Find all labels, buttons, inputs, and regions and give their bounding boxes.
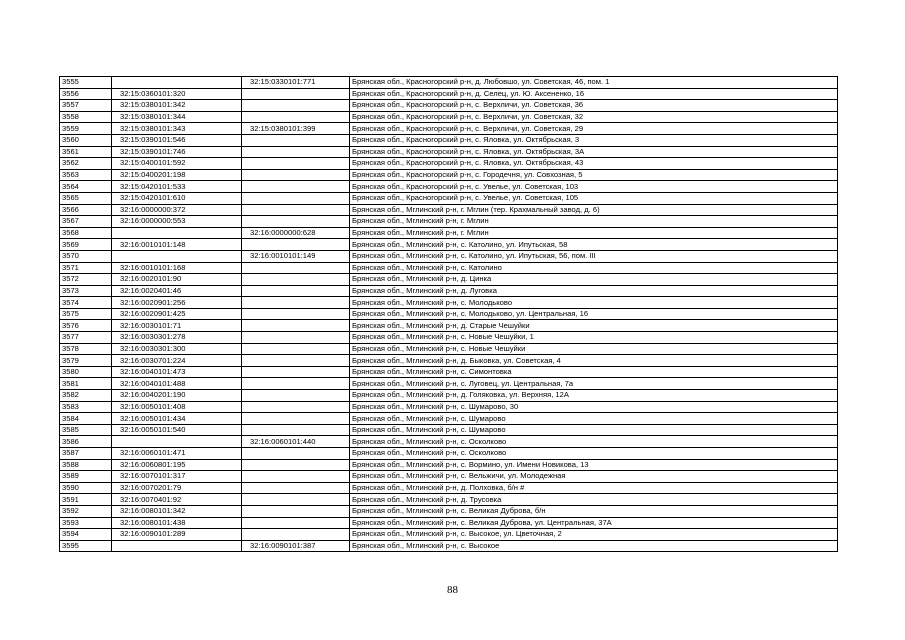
- cadastral-number-cell: 32:16:0000000:553: [112, 216, 242, 228]
- table-body: [60, 77, 838, 552]
- linked-cadastral-number-cell: [242, 459, 350, 471]
- table-row: [60, 517, 838, 529]
- cadastral-number-cell: 32:16:0000000:372: [112, 204, 242, 216]
- cadastral-number-cell: 32:16:0070201:79: [112, 482, 242, 494]
- address-cell: Брянская обл., Мглинский р-н, д. Полховка, б/н #: [350, 482, 838, 494]
- row-number-cell: 3582: [60, 390, 112, 402]
- table-row: [60, 401, 838, 413]
- address-cell: Брянская обл., Мглинский р-н, д. Старые Чешуйки: [350, 320, 838, 332]
- cadastral-number-cell: 32:16:0050101:434: [112, 413, 242, 425]
- linked-cadastral-number-cell: [242, 181, 350, 193]
- address-cell: Брянская обл., Мглинский р-н, д. Цинка: [350, 274, 838, 286]
- table-row: [60, 111, 838, 123]
- address-cell: Брянская обл., Красногорский р-н, д. Любовшо, ул. Советская, 46, пом. 1: [350, 77, 838, 89]
- table-row: [60, 413, 838, 425]
- property-table: [59, 76, 838, 552]
- address-cell: Брянская обл., Мглинский р-н, с. Высокое: [350, 540, 838, 552]
- cadastral-number-cell: 32:16:0040101:473: [112, 366, 242, 378]
- address-cell: Брянская обл., Красногорский р-н, с. Яловка, ул. Октябрьская, 3А: [350, 146, 838, 158]
- table-row: [60, 459, 838, 471]
- cadastral-number-cell: [112, 250, 242, 262]
- address-cell: Брянская обл., Мглинский р-н, с. Высокое, ул. Цветочная, 2: [350, 529, 838, 541]
- linked-cadastral-number-cell: [242, 134, 350, 146]
- address-cell: Брянская обл., Мглинский р-н, с. Симонтовка: [350, 366, 838, 378]
- table-row: [60, 204, 838, 216]
- linked-cadastral-number-cell: 32:15:0380101:399: [242, 123, 350, 135]
- table-row: [60, 88, 838, 100]
- table-row: [60, 390, 838, 402]
- table-row: [60, 505, 838, 517]
- cadastral-number-cell: 32:16:0080101:342: [112, 505, 242, 517]
- address-cell: Брянская обл., Мглинский р-н, с. Католино: [350, 262, 838, 274]
- row-number-cell: 3588: [60, 459, 112, 471]
- address-cell: Брянская обл., Красногорский р-н, с. Городечня, ул. Совхозная, 5: [350, 169, 838, 181]
- cadastral-number-cell: 32:16:0010101:168: [112, 262, 242, 274]
- row-number-cell: 3584: [60, 413, 112, 425]
- address-cell: Брянская обл., Мглинский р-н, г. Мглин (тер. Крахмальный завод, д. 6): [350, 204, 838, 216]
- cadastral-number-cell: 32:16:0020401:46: [112, 285, 242, 297]
- linked-cadastral-number-cell: 32:16:0060101:440: [242, 436, 350, 448]
- cadastral-number-cell: 32:16:0040101:488: [112, 378, 242, 390]
- cadastral-number-cell: 32:15:0360101:320: [112, 88, 242, 100]
- row-number-cell: 3585: [60, 424, 112, 436]
- cadastral-number-cell: 32:16:0050101:408: [112, 401, 242, 413]
- cadastral-number-cell: 32:16:0010101:148: [112, 239, 242, 251]
- cadastral-number-cell: 32:16:0080101:438: [112, 517, 242, 529]
- table-row: [60, 297, 838, 309]
- cadastral-number-cell: 32:16:0030701:224: [112, 355, 242, 367]
- linked-cadastral-number-cell: [242, 308, 350, 320]
- linked-cadastral-number-cell: [242, 204, 350, 216]
- linked-cadastral-number-cell: [242, 529, 350, 541]
- table-row: [60, 146, 838, 158]
- address-cell: Брянская обл., Мглинский р-н, д. Луговка: [350, 285, 838, 297]
- table-row: [60, 332, 838, 344]
- cadastral-number-cell: 32:15:0420101:533: [112, 181, 242, 193]
- table-row: [60, 448, 838, 460]
- address-cell: Брянская обл., Мглинский р-н, г. Мглин: [350, 216, 838, 228]
- row-number-cell: 3586: [60, 436, 112, 448]
- linked-cadastral-number-cell: 32:16:0090101:387: [242, 540, 350, 552]
- address-cell: Брянская обл., Мглинский р-н, с. Шумарово: [350, 424, 838, 436]
- cadastral-number-cell: 32:16:0020901:425: [112, 308, 242, 320]
- cadastral-number-cell: [112, 77, 242, 89]
- cadastral-number-cell: [112, 227, 242, 239]
- row-number-cell: 3593: [60, 517, 112, 529]
- cadastral-number-cell: 32:15:0420101:610: [112, 192, 242, 204]
- row-number-cell: 3589: [60, 471, 112, 483]
- table-row: [60, 482, 838, 494]
- table-row: [60, 169, 838, 181]
- linked-cadastral-number-cell: [242, 88, 350, 100]
- table-row: [60, 181, 838, 193]
- address-cell: Брянская обл., Красногорский р-н, с. Яловка, ул. Октябрьская, 43: [350, 158, 838, 170]
- linked-cadastral-number-cell: [242, 332, 350, 344]
- address-cell: Брянская обл., Красногорский р-н, с. Верхличи, ул. Советская, 36: [350, 100, 838, 112]
- cadastral-number-cell: 32:15:0380101:344: [112, 111, 242, 123]
- row-number-cell: 3591: [60, 494, 112, 506]
- linked-cadastral-number-cell: [242, 297, 350, 309]
- table-row: [60, 540, 838, 552]
- row-number-cell: 3564: [60, 181, 112, 193]
- row-number-cell: 3557: [60, 100, 112, 112]
- address-cell: Брянская обл., Мглинский р-н, с. Великая Дуброва, б/н: [350, 505, 838, 517]
- row-number-cell: 3575: [60, 308, 112, 320]
- table-row: [60, 158, 838, 170]
- row-number-cell: 3561: [60, 146, 112, 158]
- address-cell: Брянская обл., Мглинский р-н, с. Вельжичи, ул. Молодежная: [350, 471, 838, 483]
- cadastral-number-cell: 32:16:0030301:278: [112, 332, 242, 344]
- table-row: [60, 378, 838, 390]
- table-row: [60, 227, 838, 239]
- linked-cadastral-number-cell: [242, 285, 350, 297]
- cadastral-number-cell: 32:16:0060101:471: [112, 448, 242, 460]
- linked-cadastral-number-cell: 32:16:0000000:628: [242, 227, 350, 239]
- cadastral-number-cell: [112, 540, 242, 552]
- table-row: [60, 262, 838, 274]
- row-number-cell: 3587: [60, 448, 112, 460]
- address-cell: Брянская обл., Мглинский р-н, с. Шумарово, 30: [350, 401, 838, 413]
- cadastral-number-cell: 32:16:0060801:195: [112, 459, 242, 471]
- address-cell: Брянская обл., Красногорский р-н, с. Увелье, ул. Советская, 103: [350, 181, 838, 193]
- row-number-cell: 3556: [60, 88, 112, 100]
- row-number-cell: 3595: [60, 540, 112, 552]
- linked-cadastral-number-cell: [242, 401, 350, 413]
- row-number-cell: 3566: [60, 204, 112, 216]
- address-cell: Брянская обл., Красногорский р-н, с. Увелье, ул. Советская, 105: [350, 192, 838, 204]
- linked-cadastral-number-cell: [242, 216, 350, 228]
- row-number-cell: 3577: [60, 332, 112, 344]
- cadastral-number-cell: 32:16:0040201:190: [112, 390, 242, 402]
- table-row: [60, 436, 838, 448]
- row-number-cell: 3570: [60, 250, 112, 262]
- linked-cadastral-number-cell: [242, 239, 350, 251]
- address-cell: Брянская обл., Мглинский р-н, с. Католино, ул. Ипутьская, 58: [350, 239, 838, 251]
- cadastral-number-cell: 32:16:0020901:256: [112, 297, 242, 309]
- address-cell: Брянская обл., Мглинский р-н, с. Новые Чешуйки, 1: [350, 332, 838, 344]
- cadastral-number-cell: 32:16:0020101:90: [112, 274, 242, 286]
- row-number-cell: 3562: [60, 158, 112, 170]
- cadastral-number-cell: 32:16:0050101:540: [112, 424, 242, 436]
- linked-cadastral-number-cell: [242, 320, 350, 332]
- linked-cadastral-number-cell: [242, 158, 350, 170]
- table-row: [60, 239, 838, 251]
- address-cell: Брянская обл., Мглинский р-н, с. Молодьково, ул. Центральная, 16: [350, 308, 838, 320]
- table-row: [60, 424, 838, 436]
- linked-cadastral-number-cell: [242, 517, 350, 529]
- address-cell: Брянская обл., Мглинский р-н, с. Осколково: [350, 436, 838, 448]
- table-row: [60, 320, 838, 332]
- table-row: [60, 471, 838, 483]
- row-number-cell: 3574: [60, 297, 112, 309]
- linked-cadastral-number-cell: 32:15:0330101:771: [242, 77, 350, 89]
- address-cell: Брянская обл., Красногорский р-н, с. Яловка, ул. Октябрьская, 3: [350, 134, 838, 146]
- cadastral-number-cell: 32:15:0400101:592: [112, 158, 242, 170]
- cadastral-number-cell: 32:15:0400201:198: [112, 169, 242, 181]
- linked-cadastral-number-cell: [242, 146, 350, 158]
- address-cell: Брянская обл., Красногорский р-н, д. Селец, ул. Ю. Аксененко, 16: [350, 88, 838, 100]
- cadastral-number-cell: [112, 436, 242, 448]
- row-number-cell: 3573: [60, 285, 112, 297]
- linked-cadastral-number-cell: [242, 390, 350, 402]
- row-number-cell: 3559: [60, 123, 112, 135]
- row-number-cell: 3555: [60, 77, 112, 89]
- address-cell: Брянская обл., Мглинский р-н, с. Молодьково: [350, 297, 838, 309]
- table-row: [60, 285, 838, 297]
- table-row: [60, 216, 838, 228]
- address-cell: Брянская обл., Красногорский р-н, с. Верхличи, ул. Советская, 29: [350, 123, 838, 135]
- row-number-cell: 3580: [60, 366, 112, 378]
- row-number-cell: 3563: [60, 169, 112, 181]
- row-number-cell: 3572: [60, 274, 112, 286]
- cadastral-number-cell: 32:16:0070401:92: [112, 494, 242, 506]
- cadastral-number-cell: 32:16:0030301:300: [112, 343, 242, 355]
- table-row: [60, 100, 838, 112]
- address-cell: Брянская обл., Мглинский р-н, с. Осколково: [350, 448, 838, 460]
- linked-cadastral-number-cell: [242, 505, 350, 517]
- linked-cadastral-number-cell: 32:16:0010101:149: [242, 250, 350, 262]
- cadastral-number-cell: 32:15:0380101:342: [112, 100, 242, 112]
- cadastral-number-cell: 32:16:0090101:289: [112, 529, 242, 541]
- linked-cadastral-number-cell: [242, 274, 350, 286]
- address-cell: Брянская обл., Мглинский р-н, с. Вормино, ул. Имени Новикова, 13: [350, 459, 838, 471]
- row-number-cell: 3581: [60, 378, 112, 390]
- table-row: [60, 355, 838, 367]
- row-number-cell: 3578: [60, 343, 112, 355]
- address-cell: Брянская обл., Мглинский р-н, с. Луговец, ул. Центральная, 7а: [350, 378, 838, 390]
- linked-cadastral-number-cell: [242, 355, 350, 367]
- row-number-cell: 3558: [60, 111, 112, 123]
- address-cell: Брянская обл., Мглинский р-н, д. Трусовка: [350, 494, 838, 506]
- table-row: [60, 192, 838, 204]
- row-number-cell: 3567: [60, 216, 112, 228]
- linked-cadastral-number-cell: [242, 169, 350, 181]
- linked-cadastral-number-cell: [242, 343, 350, 355]
- table-row: [60, 343, 838, 355]
- table-row: [60, 308, 838, 320]
- linked-cadastral-number-cell: [242, 366, 350, 378]
- page-number: 88: [447, 584, 458, 596]
- address-cell: Брянская обл., Мглинский р-н, с. Новые Чешуйки: [350, 343, 838, 355]
- linked-cadastral-number-cell: [242, 448, 350, 460]
- table-row: [60, 274, 838, 286]
- row-number-cell: 3579: [60, 355, 112, 367]
- row-number-cell: 3560: [60, 134, 112, 146]
- row-number-cell: 3583: [60, 401, 112, 413]
- address-cell: Брянская обл., Мглинский р-н, г. Мглин: [350, 227, 838, 239]
- linked-cadastral-number-cell: [242, 100, 350, 112]
- row-number-cell: 3576: [60, 320, 112, 332]
- linked-cadastral-number-cell: [242, 192, 350, 204]
- linked-cadastral-number-cell: [242, 471, 350, 483]
- row-number-cell: 3568: [60, 227, 112, 239]
- row-number-cell: 3592: [60, 505, 112, 517]
- row-number-cell: 3565: [60, 192, 112, 204]
- linked-cadastral-number-cell: [242, 424, 350, 436]
- row-number-cell: 3571: [60, 262, 112, 274]
- address-cell: Брянская обл., Мглинский р-н, с. Великая Дуброва, ул. Центральная, 37А: [350, 517, 838, 529]
- linked-cadastral-number-cell: [242, 494, 350, 506]
- row-number-cell: 3594: [60, 529, 112, 541]
- table-row: [60, 77, 838, 89]
- cadastral-number-cell: 32:15:0390101:546: [112, 134, 242, 146]
- cadastral-number-cell: 32:16:0070101:317: [112, 471, 242, 483]
- address-cell: Брянская обл., Мглинский р-н, с. Шумарово: [350, 413, 838, 425]
- table-row: [60, 529, 838, 541]
- table-row: [60, 250, 838, 262]
- table-row: [60, 494, 838, 506]
- linked-cadastral-number-cell: [242, 262, 350, 274]
- linked-cadastral-number-cell: [242, 111, 350, 123]
- address-cell: Брянская обл., Мглинский р-н, с. Католино, ул. Ипутьская, 56, пом. III: [350, 250, 838, 262]
- address-cell: Брянская обл., Красногорский р-н, с. Верхличи, ул. Советская, 32: [350, 111, 838, 123]
- cadastral-number-cell: 32:16:0030101:71: [112, 320, 242, 332]
- address-cell: Брянская обл., Мглинский р-н, д. Голяковка, ул. Верхняя, 12А: [350, 390, 838, 402]
- table-row: [60, 366, 838, 378]
- table-row: [60, 123, 838, 135]
- address-cell: Брянская обл., Мглинский р-н, д. Быковка, ул. Советская, 4: [350, 355, 838, 367]
- row-number-cell: 3590: [60, 482, 112, 494]
- table-row: [60, 134, 838, 146]
- cadastral-number-cell: 32:15:0380101:343: [112, 123, 242, 135]
- linked-cadastral-number-cell: [242, 378, 350, 390]
- linked-cadastral-number-cell: [242, 482, 350, 494]
- linked-cadastral-number-cell: [242, 413, 350, 425]
- row-number-cell: 3569: [60, 239, 112, 251]
- cadastral-number-cell: 32:15:0390101:746: [112, 146, 242, 158]
